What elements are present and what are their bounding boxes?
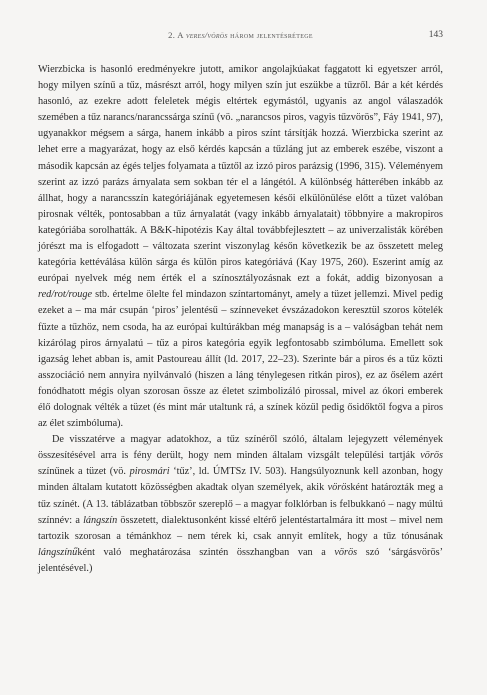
page-header [38,30,443,44]
text-run: összetett, dialektusonként kissé eltérő jelentéstartalmára itt most – mivel nem tartozik szorosan a témánkhoz – nem térek ki, csak annyit említek, hogy a tűz tónusának [38,514,443,542]
paragraph-2 [38,432,443,577]
text-run: stb. értelme ölelte fel mindazon színtartományt, amely a tüzet jellemzi. Mivel pedig ezeket a – ma már csupán ‘piros’ jelentésű – színneveket évszázadokon keresztül szoros kötelék fűzte a tűzhöz, nem csoda, ha az európai kultúrákban még manapság is a – valóságban tehát nem kizárólag piros árnyalatú – tűz a piros kategória egyik legfontosabb szimbóluma. Emellett sok igazság lehet abban is, amit Pastoureau állít (ld. 2017, 22–23). Szerinte bár a piros és a tűz közti asszociáció nem annyira nyilvánvaló (hiszen a láng ténylegesen ritkán piros), ez az ősélem azért fonódhatott mégis olyan szorosan össze az életet szimbolizáló pirossal, mivel az ókori emberek élő dolognak vélték a tüzet (és mint már utaltunk rá, a színek közül pedig ősidőktől fogva a piros az élet szimbóluma). [38,289,443,430]
body-text [38,62,443,577]
page-number: 143 [428,30,443,40]
text-run: színűnek a tüzet (vö. [38,466,130,478]
running-head-prefix: 2. A [168,30,186,40]
text-run: ként határozták meg a tűz színét. (A 13. táblázatban többször szereplő – a magyar folklórban is felbukkanó – nagy múltú színnév: a [38,482,443,526]
italic-term: lángszín [83,514,118,526]
italic-term: vörös [334,546,358,558]
text-run: szó ‘sárgásvörös’ jelentésével.) [38,546,443,574]
text-run: Wierzbicka is hasonló eredményekre jutott, amikor angolajkúakat faggatott ki egyetszer arról, hogy milyen színű a tűz, másrészt arról, hogy milyen szín jut eszükbe a tűzről. Bár a két kérdés hasonló, az ezekre adott feleletek mégis eltértek egymástól, ugyanis az angol válaszadók szemében a tűz narancs/narancssárga színű (vö. „narancsos piros, vagyis tűzvörös”, Fáy 1941, 97), ugyanakkor mégsem a sárga, hanem inkább a piros színt társítják hozzá. Wierzbicka szerint az lehet erre a magyarázat, hogy az első kérdés kapcsán a tűzláng jut az emberek eszébe, viszont a második kapcsán az égés teljes folyamata a tűztől az izzó piros parázsig (1996, 315). Véleményem szerint az izzó parázs árnyalata sem sokban tér el a lángétól. A különbség hátterében inkább az állhat, hogy a narancsszín kategóriájának egyetemesen késői elkülönülése előtt a tüzet valóban pirosnak vélték, pontosabban a tűz árnyalatát (vagy inkább árnyalatait) többnyire a makropiros kategóriába sorolhatták. A B&K-hipotézis Kay által továbbfejlesztett – az univerzalisták körében jórészt ma is elfogadott – változata szerint viszonylag későn következik be az összetett meleg kategória kettéválása külön sárga és külön piros kategóriává (Kay 1975, 260). Eszerint amíg az európai nyelvek még nem érték el a színosztályozásnak ezt a fokát, addig bizonyosan a [38,64,443,285]
text-run: ‘tűz’, ld. ÚMTSz IV. 503). Hangsúlyoznunk kell azonban, hogy minden általam kutatott közösségben akadtak olyan személyek, akik [38,466,443,494]
running-head [38,30,443,40]
text-run: ként való meghatározása szintén összhangban van a [77,546,335,558]
running-head-suffix: három jelentésrétege [227,30,313,40]
running-head-italic: veres/vörös [185,30,228,40]
text-run: De visszatérve a magyar adatokhoz, a tűz színéről szóló, általam lejegyzett vélemények összesítésével arra is fény derült, hogy nem minden általam vizsgált települési tartják [38,434,443,462]
italic-term: vörös [420,450,443,462]
paragraph-1 [38,62,443,432]
italic-term: red/rot/rouge [38,289,93,301]
italic-term: lángszínű [38,546,78,558]
italic-term: pirosmári [129,466,170,478]
italic-term: vörös [327,482,351,494]
